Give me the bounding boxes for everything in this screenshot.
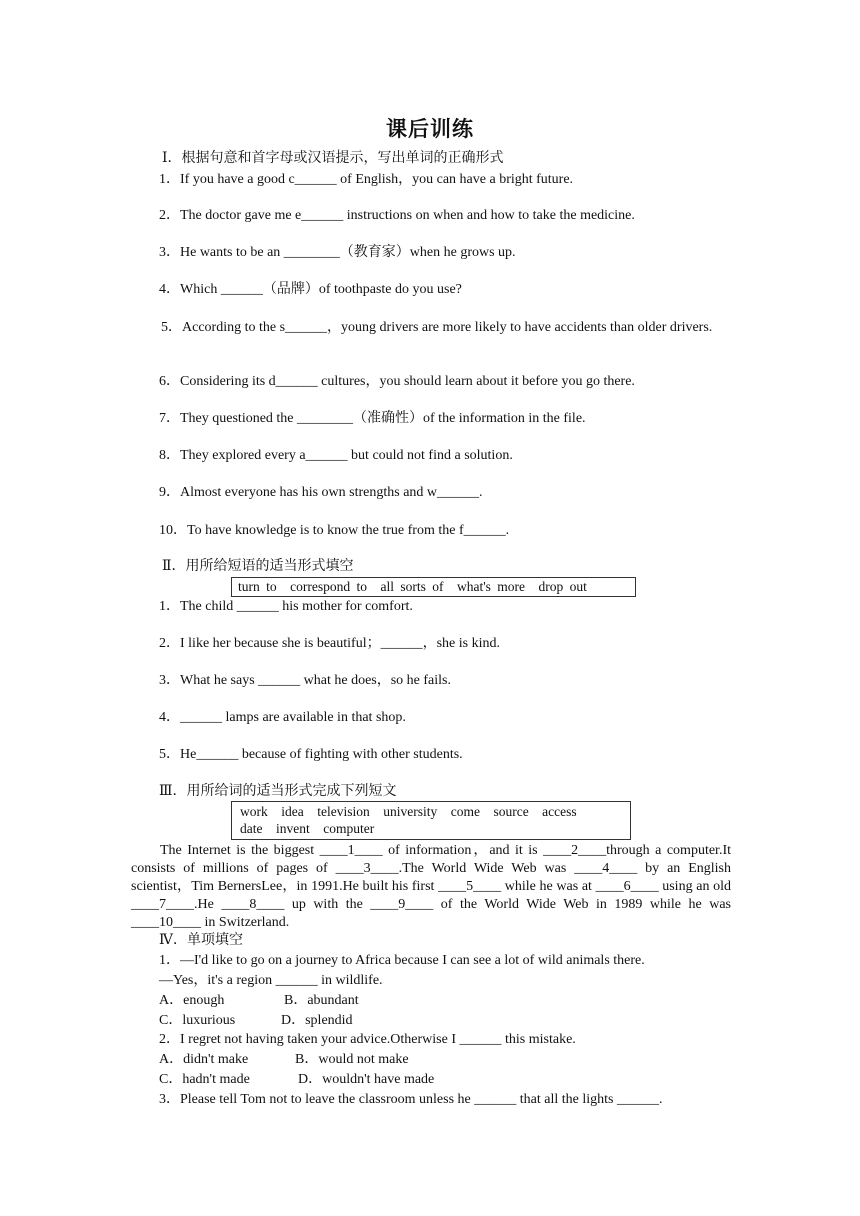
- s4-q1-reply: —Yes，it's a region ______ in wildlife.: [159, 973, 383, 988]
- s4-q2-option-d: D．wouldn't have made: [298, 1072, 435, 1087]
- section-3-heading: Ⅲ．用所给词的适当形式完成下列短文: [159, 784, 397, 799]
- s2-item-2: 2．I like her because she is beautiful；______，she is kind.: [159, 636, 500, 651]
- page-title: 课后训练: [386, 117, 474, 141]
- section-2-heading: Ⅱ．用所给短语的适当形式填空: [162, 559, 354, 574]
- s1-item-1: 1．If you have a good c______ of English，you can have a bright future.: [159, 172, 574, 187]
- s1-item-8: 8．They explored every a______ but could not find a solution.: [159, 448, 513, 463]
- s1-item-2: 2．The doctor gave me e______ instructions on when and how to take the medicine.: [159, 208, 635, 223]
- section-4-heading: Ⅳ．单项填空: [159, 933, 243, 948]
- s4-q2-option-a: A．didn't make: [159, 1052, 249, 1067]
- phrase-box: [231, 577, 636, 597]
- section-1-heading: Ⅰ．根据句意和首字母或汉语提示，写出单词的正确形式: [162, 151, 504, 166]
- word-box: [231, 801, 631, 840]
- s4-q3-stem: 3．Please tell Tom not to leave the classroom unless he ______ that all the lights ______.: [159, 1092, 663, 1107]
- s4-q1-option-b: B．abundant: [284, 993, 359, 1008]
- s4-q1-stem: 1．—I'd like to go on a journey to Africa because I can see a lot of wild animals there.: [159, 953, 645, 968]
- s2-item-1: 1．The child ______ his mother for comfort.: [159, 599, 413, 614]
- s4-q1-option-d: D．splendid: [281, 1013, 353, 1028]
- s1-item-3: 3．He wants to be an ________（教育家）when he grows up.: [159, 245, 516, 260]
- s1-item-7: 7．They questioned the ________（准确性）of the information in the file.: [159, 411, 586, 426]
- passage: The Internet is the biggest ____1____ of information，and it is ____2____through a computer.It consists of millions of pages of ____3____.The World Wide Web was ____4____ by an English scientist，Tim BernersLee，in 1991.He built his first ____5____ while he was at ____6____ using an old ____7____.He ____8____ up with the ____9____ of the World Wide Web in 1989 while he was ____10____ in Switzerland.: [131, 843, 731, 930]
- word-box-line-1: work idea television university come source access: [240, 804, 577, 819]
- s4-q2-stem: 2．I regret not having taken your advice.Otherwise I ______ this mistake.: [159, 1032, 576, 1047]
- s4-q1-option-a: A．enough: [159, 993, 225, 1008]
- s2-item-4: 4．______ lamps are available in that shop.: [159, 710, 406, 725]
- s1-item-4: 4．Which ______（品牌）of toothpaste do you use?: [159, 282, 462, 297]
- s1-item-9: 9．Almost everyone has his own strengths and w______.: [159, 485, 483, 500]
- word-box-line-2: date invent computer: [240, 821, 375, 836]
- s2-item-5: 5．He______ because of fighting with other students.: [159, 747, 463, 762]
- s4-q2-option-c: C．hadn't made: [159, 1072, 250, 1087]
- s2-item-3: 3．What he says ______ what he does，so he fails.: [159, 673, 451, 688]
- s1-item-5: 5．According to the s______，young drivers are more likely to have accidents than older drivers.: [161, 320, 713, 335]
- s4-q2-option-b: B．would not make: [295, 1052, 409, 1067]
- phrase-box-text: turn to correspond to all sorts of what's more drop out: [238, 579, 587, 594]
- s1-item-6: 6．Considering its d______ cultures，you should learn about it before you go there.: [159, 374, 635, 389]
- s4-q1-option-c: C．luxurious: [159, 1013, 236, 1028]
- s1-item-10: 10．To have knowledge is to know the true from the f______.: [159, 523, 510, 538]
